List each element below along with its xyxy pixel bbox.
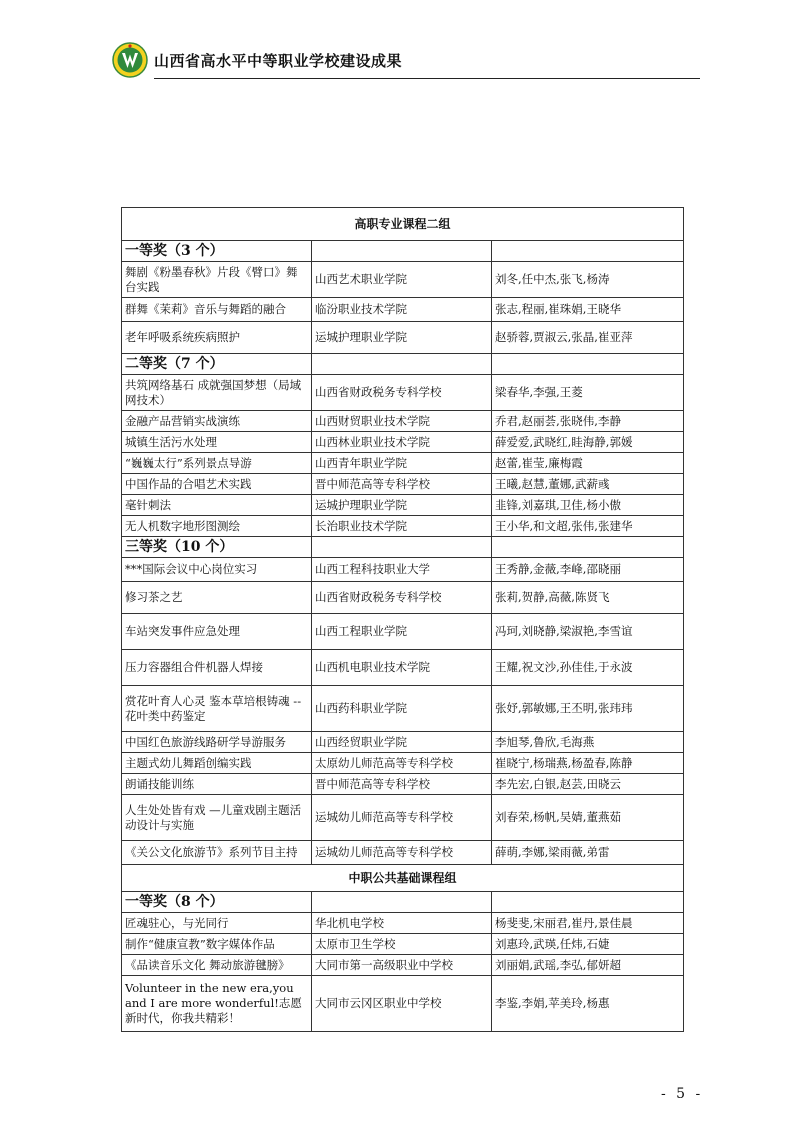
team-members-cell: 刘惠玲,武瑛,任炜,石婕 <box>492 934 684 955</box>
school-name-cell: 运城幼儿师范高等专科学校 <box>312 795 492 841</box>
team-members-cell: 刘丽娟,武瑶,李弘,郁妍超 <box>492 955 684 976</box>
team-members-cell: 张妤,郭敏娜,王丕明,张玮玮 <box>492 686 684 732</box>
school-name-cell: 山西机电职业技术学院 <box>312 650 492 686</box>
table-row <box>122 913 684 934</box>
team-members-cell: 杨斐斐,宋丽君,崔丹,景佳晨 <box>492 913 684 934</box>
prize-level-label: 一等奖（3 个） <box>122 241 312 262</box>
table-row <box>122 774 684 795</box>
course-name-cell: 主题式幼儿舞蹈创编实践 <box>122 753 312 774</box>
table-row <box>122 322 684 354</box>
empty-cell <box>492 537 684 558</box>
course-name-cell: 修习茶之艺 <box>122 582 312 614</box>
course-name-cell: 赏花叶育人心灵 鉴本草培根铸魂 --花叶类中药鉴定 <box>122 686 312 732</box>
school-name-cell: 山西省财政税务专科学校 <box>312 375 492 411</box>
team-members-cell: 刘春荣,杨帆,吴婧,董燕茹 <box>492 795 684 841</box>
prize-level-label: 一等奖（8 个） <box>122 892 312 913</box>
school-name-cell: 运城幼儿师范高等专科学校 <box>312 841 492 865</box>
table-row <box>122 262 684 298</box>
school-name-cell: 山西艺术职业学院 <box>312 262 492 298</box>
header-title: 山西省高水平中等职业学校建设成果 <box>154 52 403 70</box>
course-name-cell: ***国际会议中心岗位实习 <box>122 558 312 582</box>
school-name-cell: 山西青年职业学院 <box>312 453 492 474</box>
course-name-cell: 朗诵技能训练 <box>122 774 312 795</box>
school-logo-icon <box>112 42 148 78</box>
team-members-cell: 王曦,赵慧,董娜,武薪彧 <box>492 474 684 495</box>
empty-cell <box>492 241 684 262</box>
table-group-title-row <box>122 208 684 241</box>
team-members-cell: 刘冬,任中杰,张飞,杨涛 <box>492 262 684 298</box>
course-name-cell: 无人机数字地形图测绘 <box>122 516 312 537</box>
table-row <box>122 298 684 322</box>
empty-cell <box>312 241 492 262</box>
course-name-cell: Volunteer in the new era,you and I are more wonderful!志愿新时代，你我共精彩！ <box>122 976 312 1032</box>
table-row <box>122 474 684 495</box>
course-name-cell: 中国作品的合唱艺术实践 <box>122 474 312 495</box>
group-title: 中职公共基础课程组 <box>122 865 684 892</box>
team-members-cell: 乔君,赵丽荟,张晓伟,李静 <box>492 411 684 432</box>
prize-level-label: 三等奖（10 个） <box>122 537 312 558</box>
course-name-cell: 舞剧《粉墨春秋》片段《臂口》舞台实践 <box>122 262 312 298</box>
course-name-cell: 匠魂驻心，与光同行 <box>122 913 312 934</box>
group-title: 高职专业课程二组 <box>122 208 684 241</box>
team-members-cell: 崔晓宁,杨瑞燕,杨盈春,陈静 <box>492 753 684 774</box>
school-name-cell: 山西省财政税务专科学校 <box>312 582 492 614</box>
prize-level-row <box>122 892 684 913</box>
table-row <box>122 753 684 774</box>
school-name-cell: 运城护理职业学院 <box>312 495 492 516</box>
school-name-cell: 长治职业技术学院 <box>312 516 492 537</box>
school-name-cell: 山西经贸职业学院 <box>312 732 492 753</box>
school-name-cell: 临汾职业技术学院 <box>312 298 492 322</box>
course-name-cell: 群舞《茉莉》音乐与舞蹈的融合 <box>122 298 312 322</box>
team-members-cell: 王小华,和文超,张伟,张建华 <box>492 516 684 537</box>
table-row <box>122 453 684 474</box>
prize-level-row <box>122 241 684 262</box>
team-members-cell: 赵蕾,崔莹,廉梅霞 <box>492 453 684 474</box>
course-name-cell: 压力容器组合件机器人焊接 <box>122 650 312 686</box>
school-name-cell: 太原幼儿师范高等专科学校 <box>312 753 492 774</box>
table-row <box>122 650 684 686</box>
empty-cell <box>312 354 492 375</box>
course-name-cell: “巍巍太行”系列景点导游 <box>122 453 312 474</box>
page-number: - 5 - <box>661 1086 704 1102</box>
school-name-cell: 运城护理职业学院 <box>312 322 492 354</box>
school-name-cell: 山西工程科技职业大学 <box>312 558 492 582</box>
page-header <box>112 38 700 86</box>
team-members-cell: 张莉,贺静,高薇,陈贤飞 <box>492 582 684 614</box>
course-name-cell: 中国红色旅游线路研学导游服务 <box>122 732 312 753</box>
course-name-cell: 人生处处皆有戏 —儿童戏剧主题活动设计与实施 <box>122 795 312 841</box>
course-name-cell: 车站突发事件应急处理 <box>122 614 312 650</box>
prize-level-label: 二等奖（7 个） <box>122 354 312 375</box>
school-name-cell: 晋中师范高等专科学校 <box>312 474 492 495</box>
empty-cell <box>312 892 492 913</box>
course-name-cell: 共筑网络基石 成就强国梦想（局域网技术） <box>122 375 312 411</box>
table-group-title-row <box>122 865 684 892</box>
table-row <box>122 375 684 411</box>
team-members-cell: 李先宏,白银,赵芸,田晓云 <box>492 774 684 795</box>
team-members-cell: 赵骄蓉,贾淑云,张晶,崔亚萍 <box>492 322 684 354</box>
prize-level-row <box>122 354 684 375</box>
table-row <box>122 732 684 753</box>
school-name-cell: 山西工程职业学院 <box>312 614 492 650</box>
course-name-cell: 毫针刺法 <box>122 495 312 516</box>
table-row <box>122 614 684 650</box>
team-members-cell: 王秀静,金薇,李峰,邵晓丽 <box>492 558 684 582</box>
course-name-cell: 金融产品营销实战演练 <box>122 411 312 432</box>
team-members-cell: 王耀,祝文沙,孙佳佳,于永波 <box>492 650 684 686</box>
team-members-cell: 梁春华,李强,王菱 <box>492 375 684 411</box>
table-row <box>122 582 684 614</box>
team-members-cell: 李旭琴,鲁欣,毛海燕 <box>492 732 684 753</box>
table-row <box>122 495 684 516</box>
course-name-cell: 制作“健康宣教”数字媒体作品 <box>122 934 312 955</box>
header-divider <box>154 78 700 79</box>
team-members-cell: 李鉴,李娟,苹美玲,杨惠 <box>492 976 684 1032</box>
table-row <box>122 955 684 976</box>
table-row <box>122 411 684 432</box>
table-row <box>122 432 684 453</box>
school-name-cell: 大同市第一高级职业中学校 <box>312 955 492 976</box>
school-name-cell: 大同市云冈区职业中学校 <box>312 976 492 1032</box>
empty-cell <box>492 354 684 375</box>
school-name-cell: 晋中师范高等专科学校 <box>312 774 492 795</box>
awards-table <box>121 207 684 1032</box>
prize-level-row <box>122 537 684 558</box>
school-name-cell: 山西林业职业技术学院 <box>312 432 492 453</box>
team-members-cell: 薛爱爱,武晓红,眭海静,郭媛 <box>492 432 684 453</box>
team-members-cell: 张志,程丽,崔珠娟,王晓华 <box>492 298 684 322</box>
empty-cell <box>492 892 684 913</box>
team-members-cell: 薛萌,李娜,梁雨薇,弟雷 <box>492 841 684 865</box>
school-name-cell: 山西药科职业学院 <box>312 686 492 732</box>
course-name-cell: 《关公文化旅游节》系列节目主持 <box>122 841 312 865</box>
table-row <box>122 686 684 732</box>
team-members-cell: 冯珂,刘晓静,梁淑艳,李雪谊 <box>492 614 684 650</box>
course-name-cell: 《品读音乐文化 舞动旅游毽膀》 <box>122 955 312 976</box>
table-row <box>122 976 684 1032</box>
school-name-cell: 太原市卫生学校 <box>312 934 492 955</box>
course-name-cell: 城镇生活污水处理 <box>122 432 312 453</box>
table-row <box>122 934 684 955</box>
table-row <box>122 516 684 537</box>
school-name-cell: 华北机电学校 <box>312 913 492 934</box>
team-members-cell: 韭锋,刘嘉琪,卫佳,杨小傲 <box>492 495 684 516</box>
course-name-cell: 老年呼吸系统疾病照护 <box>122 322 312 354</box>
empty-cell <box>312 537 492 558</box>
table-row <box>122 558 684 582</box>
table-row <box>122 795 684 841</box>
school-name-cell: 山西财贸职业技术学院 <box>312 411 492 432</box>
table-row <box>122 841 684 865</box>
